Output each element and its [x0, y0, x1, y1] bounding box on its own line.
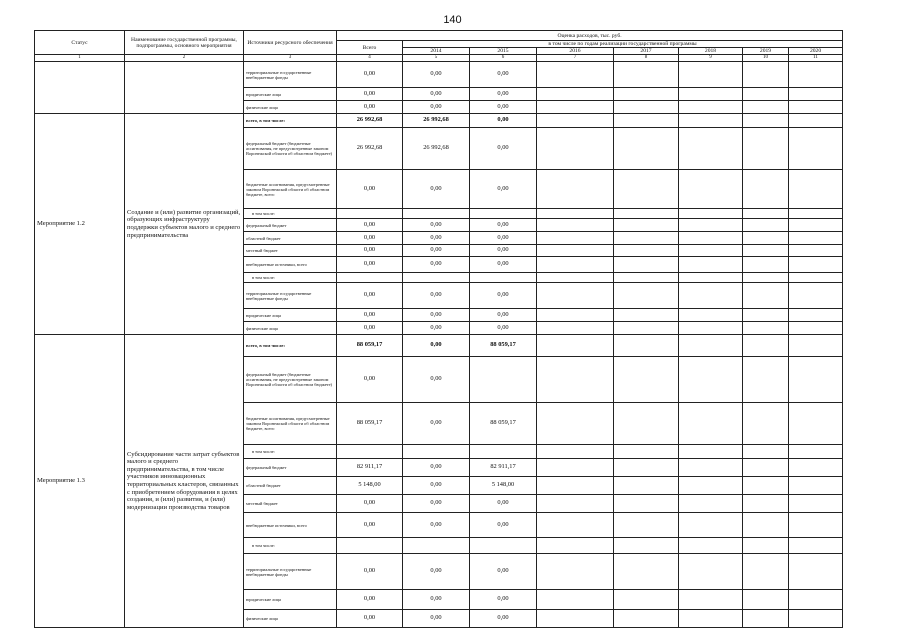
- empty-cell: [614, 101, 679, 114]
- empty-cell: [537, 322, 614, 335]
- empty-cell: [743, 219, 789, 232]
- budget-table: [34, 30, 843, 628]
- empty-cell: [743, 128, 789, 170]
- source-cell: всего, в том числе:: [244, 335, 337, 357]
- empty-cell: [537, 62, 614, 88]
- empty-cell: [789, 477, 843, 495]
- empty-cell: [614, 88, 679, 101]
- row-name: Субсидирование части затрат субъектов малого и среднего предпринимательства, в том числе участников инновационных территориальных кластеров, связанных с приобретением оборудования в целях создания, и (или) развития, и (или) модернизации производства товаров: [125, 335, 244, 628]
- empty-cell: [614, 538, 679, 554]
- header-year: 2018: [679, 48, 743, 55]
- empty-cell: [789, 62, 843, 88]
- empty-cell: [537, 88, 614, 101]
- value-cell: 0,00: [403, 403, 470, 445]
- value-cell: 0,00: [403, 170, 470, 209]
- empty-cell: [614, 322, 679, 335]
- value-cell: 0,00: [403, 459, 470, 477]
- value-cell: 5 148,00: [470, 477, 537, 495]
- value-cell: 88 059,17: [337, 335, 403, 357]
- value-cell: [403, 273, 470, 283]
- column-number: 10: [743, 55, 789, 62]
- empty-cell: [537, 273, 614, 283]
- source-cell: федеральный бюджет: [244, 219, 337, 232]
- empty-cell: [789, 610, 843, 628]
- row-status: Мероприятие 1.2: [35, 114, 125, 335]
- value-cell: 0,00: [470, 610, 537, 628]
- value-cell: 0,00: [403, 283, 470, 309]
- empty-cell: [679, 128, 743, 170]
- empty-cell: [537, 495, 614, 513]
- empty-cell: [679, 283, 743, 309]
- empty-cell: [679, 62, 743, 88]
- value-cell: 0,00: [337, 495, 403, 513]
- column-number: 4: [337, 55, 403, 62]
- empty-cell: [614, 445, 679, 459]
- value-cell: [403, 445, 470, 459]
- empty-cell: [679, 610, 743, 628]
- empty-cell: [789, 357, 843, 403]
- value-cell: 0,00: [470, 554, 537, 590]
- header-year: 2020: [789, 48, 843, 55]
- value-cell: 0,00: [337, 232, 403, 245]
- empty-cell: [614, 309, 679, 322]
- value-cell: 26 992,68: [403, 114, 470, 128]
- empty-cell: [614, 245, 679, 257]
- empty-cell: [614, 590, 679, 610]
- source-cell: областной бюджет: [244, 477, 337, 495]
- empty-cell: [679, 309, 743, 322]
- empty-cell: [614, 257, 679, 273]
- empty-cell: [743, 257, 789, 273]
- empty-cell: [679, 273, 743, 283]
- source-cell: территориальные государственные внебюджетные фонды: [244, 62, 337, 88]
- header-source: Источники ресурсного обеспечения: [244, 31, 337, 55]
- table-row: [35, 114, 843, 128]
- value-cell: [337, 273, 403, 283]
- value-cell: 82 911,17: [337, 459, 403, 477]
- empty-cell: [789, 170, 843, 209]
- column-number: 5: [403, 55, 470, 62]
- value-cell: [337, 538, 403, 554]
- value-cell: 0,00: [470, 219, 537, 232]
- value-cell: 0,00: [403, 335, 470, 357]
- value-cell: 0,00: [470, 590, 537, 610]
- empty-cell: [679, 209, 743, 219]
- empty-cell: [789, 283, 843, 309]
- value-cell: 0,00: [337, 357, 403, 403]
- empty-cell: [537, 477, 614, 495]
- empty-cell: [789, 245, 843, 257]
- value-cell: 0,00: [337, 322, 403, 335]
- empty-cell: [743, 495, 789, 513]
- table-row: [35, 62, 843, 88]
- empty-cell: [679, 335, 743, 357]
- empty-cell: [614, 62, 679, 88]
- value-cell: 26 992,68: [337, 114, 403, 128]
- value-cell: [403, 538, 470, 554]
- header-status: Статус: [35, 31, 125, 55]
- value-cell: 0,00: [470, 128, 537, 170]
- empty-cell: [679, 459, 743, 477]
- empty-cell: [537, 245, 614, 257]
- row-name: Создание и (или) развитие организаций, образующих инфраструктуру поддержки субъектов малого и среднего предпринимательства: [125, 114, 244, 335]
- empty-cell: [679, 232, 743, 245]
- empty-cell: [537, 513, 614, 538]
- empty-cell: [743, 610, 789, 628]
- value-cell: 26 992,68: [337, 128, 403, 170]
- source-cell: юридические лица: [244, 88, 337, 101]
- empty-cell: [537, 445, 614, 459]
- empty-cell: [537, 403, 614, 445]
- empty-cell: [614, 232, 679, 245]
- value-cell: 0,00: [403, 257, 470, 273]
- empty-cell: [679, 554, 743, 590]
- source-cell: местный бюджет: [244, 245, 337, 257]
- empty-cell: [743, 245, 789, 257]
- table-row: [35, 335, 843, 357]
- value-cell: 0,00: [337, 88, 403, 101]
- page-number: 140: [443, 14, 462, 26]
- value-cell: [470, 538, 537, 554]
- value-cell: 0,00: [403, 62, 470, 88]
- header-estimate: Оценка расходов, тыс. руб.: [337, 31, 843, 41]
- empty-cell: [743, 554, 789, 590]
- empty-cell: [614, 513, 679, 538]
- empty-cell: [614, 335, 679, 357]
- value-cell: 82 911,17: [470, 459, 537, 477]
- value-cell: 0,00: [470, 114, 537, 128]
- empty-cell: [614, 283, 679, 309]
- source-cell: в том числе:: [244, 209, 337, 219]
- value-cell: 0,00: [337, 219, 403, 232]
- value-cell: 0,00: [470, 245, 537, 257]
- empty-cell: [537, 335, 614, 357]
- value-cell: [337, 209, 403, 219]
- header-year: 2014: [403, 48, 470, 55]
- empty-cell: [537, 309, 614, 322]
- empty-cell: [789, 459, 843, 477]
- empty-cell: [789, 403, 843, 445]
- value-cell: 0,00: [337, 610, 403, 628]
- empty-cell: [614, 554, 679, 590]
- empty-cell: [537, 209, 614, 219]
- empty-cell: [789, 273, 843, 283]
- header-by-years: в том числе по годам реализации государственной программы: [403, 41, 843, 48]
- value-cell: 0,00: [403, 309, 470, 322]
- empty-cell: [789, 495, 843, 513]
- column-number: 6: [470, 55, 537, 62]
- empty-cell: [537, 101, 614, 114]
- source-cell: юридические лица: [244, 309, 337, 322]
- value-cell: 0,00: [403, 610, 470, 628]
- empty-cell: [537, 610, 614, 628]
- empty-cell: [679, 513, 743, 538]
- empty-cell: [679, 590, 743, 610]
- table-header: [35, 31, 843, 62]
- value-cell: 0,00: [470, 283, 537, 309]
- source-cell: внебюджетные источники, всего: [244, 257, 337, 273]
- empty-cell: [789, 322, 843, 335]
- value-cell: 0,00: [470, 495, 537, 513]
- empty-cell: [789, 554, 843, 590]
- empty-cell: [614, 459, 679, 477]
- empty-cell: [537, 357, 614, 403]
- empty-cell: [679, 170, 743, 209]
- empty-cell: [789, 257, 843, 273]
- column-number: 9: [679, 55, 743, 62]
- empty-cell: [614, 610, 679, 628]
- empty-cell: [743, 590, 789, 610]
- value-cell: 5 148,00: [337, 477, 403, 495]
- empty-cell: [789, 101, 843, 114]
- empty-cell: [679, 114, 743, 128]
- header-year: 2016: [537, 48, 614, 55]
- empty-cell: [537, 538, 614, 554]
- empty-cell: [679, 538, 743, 554]
- value-cell: 26 992,68: [403, 128, 470, 170]
- empty-cell: [789, 114, 843, 128]
- empty-cell: [614, 403, 679, 445]
- empty-cell: [789, 219, 843, 232]
- value-cell: 0,00: [403, 513, 470, 538]
- source-cell: территориальные государственные внебюджетные фонды: [244, 554, 337, 590]
- empty-cell: [679, 495, 743, 513]
- empty-cell: [537, 554, 614, 590]
- row-status: Мероприятие 1.3: [35, 335, 125, 628]
- value-cell: 0,00: [470, 322, 537, 335]
- empty-cell: [537, 459, 614, 477]
- empty-cell: [537, 257, 614, 273]
- value-cell: 0,00: [337, 309, 403, 322]
- source-cell: бюджетные ассигнования, предусмотренные законом Воронежской области об областном бюджете, всего: [244, 403, 337, 445]
- value-cell: 0,00: [470, 62, 537, 88]
- value-cell: 0,00: [403, 88, 470, 101]
- value-cell: 0,00: [337, 257, 403, 273]
- empty-cell: [743, 538, 789, 554]
- value-cell: 0,00: [337, 590, 403, 610]
- source-cell: федеральный бюджет (бюджетные ассигнования, не предусмотренные законом Воронежской области об областном бюджете): [244, 357, 337, 403]
- empty-cell: [614, 357, 679, 403]
- empty-cell: [743, 62, 789, 88]
- value-cell: 0,00: [470, 257, 537, 273]
- header-year: 2017: [614, 48, 679, 55]
- value-cell: 88 059,17: [470, 335, 537, 357]
- empty-cell: [679, 101, 743, 114]
- value-cell: 0,00: [470, 513, 537, 538]
- value-cell: [470, 357, 537, 403]
- empty-cell: [537, 128, 614, 170]
- empty-cell: [679, 88, 743, 101]
- value-cell: 0,00: [403, 232, 470, 245]
- column-number: 1: [35, 55, 125, 62]
- empty-cell: [537, 219, 614, 232]
- empty-cell: [743, 335, 789, 357]
- empty-cell: [537, 232, 614, 245]
- value-cell: 0,00: [337, 170, 403, 209]
- value-cell: [337, 445, 403, 459]
- empty-cell: [743, 357, 789, 403]
- value-cell: 0,00: [337, 283, 403, 309]
- value-cell: 0,00: [337, 245, 403, 257]
- source-cell: в том числе:: [244, 538, 337, 554]
- empty-cell: [789, 209, 843, 219]
- empty-cell: [679, 403, 743, 445]
- empty-cell: [789, 88, 843, 101]
- value-cell: 0,00: [337, 101, 403, 114]
- source-cell: местный бюджет: [244, 495, 337, 513]
- value-cell: 0,00: [403, 101, 470, 114]
- header-year: 2015: [470, 48, 537, 55]
- value-cell: 0,00: [470, 101, 537, 114]
- empty-cell: [679, 245, 743, 257]
- column-number: 7: [537, 55, 614, 62]
- source-cell: физические лица: [244, 322, 337, 335]
- empty-cell: [789, 590, 843, 610]
- value-cell: [470, 209, 537, 219]
- value-cell: 0,00: [403, 245, 470, 257]
- empty-cell: [614, 114, 679, 128]
- empty-cell: [743, 445, 789, 459]
- source-cell: областной бюджет: [244, 232, 337, 245]
- header-name: Наименование государственной программы, подпрограммы, основного мероприятия: [125, 31, 244, 55]
- source-cell: в том числе:: [244, 273, 337, 283]
- empty-cell: [789, 335, 843, 357]
- empty-cell: [743, 322, 789, 335]
- empty-cell: [789, 445, 843, 459]
- source-cell: территориальные государственные внебюджетные фонды: [244, 283, 337, 309]
- empty-cell: [789, 232, 843, 245]
- value-cell: 88 059,17: [470, 403, 537, 445]
- empty-cell: [743, 88, 789, 101]
- empty-cell: [537, 590, 614, 610]
- empty-cell: [679, 445, 743, 459]
- source-cell: бюджетные ассигнования, предусмотренные законом Воронежской области об областном бюджете, всего: [244, 170, 337, 209]
- empty-cell: [743, 273, 789, 283]
- value-cell: 0,00: [403, 495, 470, 513]
- empty-cell: [537, 283, 614, 309]
- column-number: 8: [614, 55, 679, 62]
- value-cell: 0,00: [470, 309, 537, 322]
- column-number: 3: [244, 55, 337, 62]
- value-cell: 0,00: [403, 590, 470, 610]
- empty-cell: [743, 513, 789, 538]
- empty-cell: [743, 283, 789, 309]
- source-cell: физические лица: [244, 610, 337, 628]
- empty-cell: [789, 513, 843, 538]
- empty-cell: [789, 128, 843, 170]
- row-status: [35, 62, 125, 114]
- empty-cell: [743, 309, 789, 322]
- source-cell: внебюджетные источники, всего: [244, 513, 337, 538]
- empty-cell: [537, 170, 614, 209]
- empty-cell: [614, 477, 679, 495]
- value-cell: 0,00: [403, 554, 470, 590]
- empty-cell: [614, 170, 679, 209]
- source-cell: физические лица: [244, 101, 337, 114]
- empty-cell: [614, 128, 679, 170]
- empty-cell: [743, 403, 789, 445]
- empty-cell: [679, 357, 743, 403]
- empty-cell: [743, 101, 789, 114]
- source-cell: федеральный бюджет (бюджетные ассигнования, не предусмотренные законом Воронежской области об областном бюджете): [244, 128, 337, 170]
- source-cell: всего, в том числе:: [244, 114, 337, 128]
- source-cell: юридические лица: [244, 590, 337, 610]
- empty-cell: [789, 538, 843, 554]
- value-cell: [470, 445, 537, 459]
- empty-cell: [789, 309, 843, 322]
- source-cell: в том числе:: [244, 445, 337, 459]
- value-cell: 0,00: [337, 62, 403, 88]
- value-cell: 0,00: [403, 219, 470, 232]
- value-cell: 0,00: [470, 232, 537, 245]
- empty-cell: [743, 114, 789, 128]
- empty-cell: [743, 209, 789, 219]
- empty-cell: [743, 459, 789, 477]
- empty-cell: [614, 273, 679, 283]
- empty-cell: [679, 477, 743, 495]
- header-total: Всего: [337, 41, 403, 55]
- value-cell: 0,00: [403, 477, 470, 495]
- value-cell: 0,00: [337, 554, 403, 590]
- empty-cell: [614, 495, 679, 513]
- value-cell: 0,00: [403, 322, 470, 335]
- source-cell: федеральный бюджет: [244, 459, 337, 477]
- empty-cell: [537, 114, 614, 128]
- header-year: 2019: [743, 48, 789, 55]
- value-cell: 0,00: [470, 88, 537, 101]
- empty-cell: [679, 322, 743, 335]
- empty-cell: [679, 219, 743, 232]
- column-number: 11: [789, 55, 843, 62]
- row-name: [125, 62, 244, 114]
- value-cell: 0,00: [403, 357, 470, 403]
- value-cell: 0,00: [470, 170, 537, 209]
- empty-cell: [743, 170, 789, 209]
- value-cell: [403, 209, 470, 219]
- empty-cell: [614, 209, 679, 219]
- empty-cell: [743, 477, 789, 495]
- value-cell: [470, 273, 537, 283]
- value-cell: 0,00: [337, 513, 403, 538]
- value-cell: 88 059,17: [337, 403, 403, 445]
- empty-cell: [743, 232, 789, 245]
- empty-cell: [614, 219, 679, 232]
- column-number: 2: [125, 55, 244, 62]
- empty-cell: [679, 257, 743, 273]
